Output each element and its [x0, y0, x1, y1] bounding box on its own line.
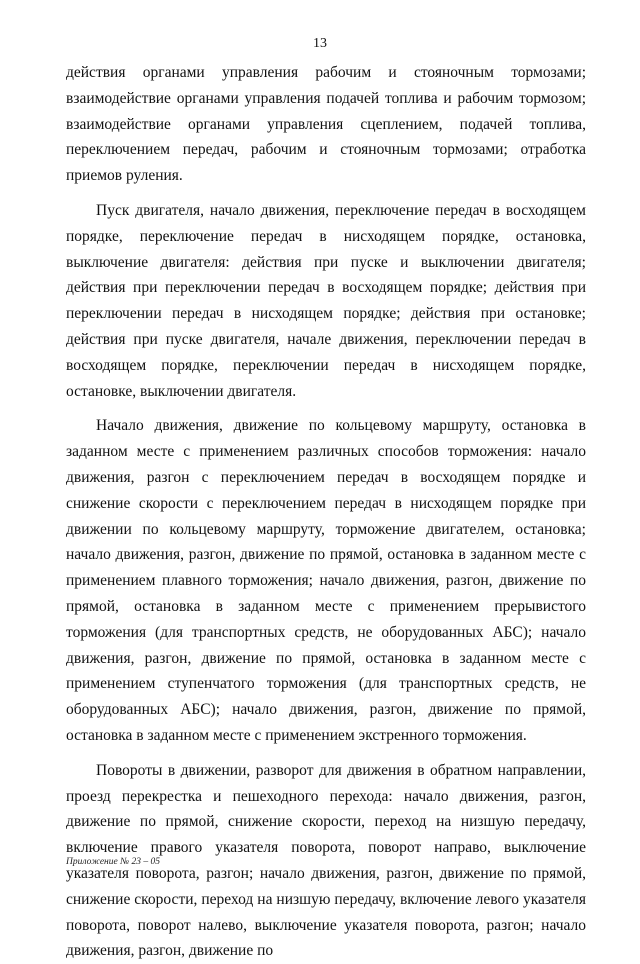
- paragraph-engine-start: Пуск двигателя, начало движения, переключение передач в восходящем порядке, переключение передач в нисходящем порядке, остановка, выключение двигателя: действия при пуске и выключении двигателя; действия при переключении передач в восходящем порядке; действия при переключении передач в нисходящем порядке; действия при остановке; действия при пуске двигателя, начале движения, переключении передач в восходящем порядке, переключении передач в нисходящем порядке, остановке, выключении двигателя.: [66, 201, 586, 400]
- paragraph-ring-route: Начало движения, движение по кольцевому маршруту, остановка в заданном месте с применением различных способов торможения: начало движения, разгон с переключением передач в восходящем порядке и снижение скорости с переключением передач в нисходящем порядке при движении по кольцевому маршруту, торможение двигателем, остановка; начало движения, разгон, движение по прямой, остановка в заданном месте с применением плавного торможения; начало движения, разгон, движение по прямой, остановка в заданном месте с применением прерывистого торможения (для транспортных средств, не оборудованных АБС); начало движения, разгон, движение по прямой, остановка в заданном месте с применением ступенчатого торможения (для транспортных средств, не оборудованных АБС); начало движения, разгон, движение по прямой, остановка в заданном месте с применением экстренного торможения.: [66, 417, 586, 744]
- document-body: [66, 60, 586, 964]
- footer-appendix-label: Приложение № 23 – 05: [66, 857, 160, 867]
- paragraph-continuation: действия органами управления рабочим и стояночным тормозами; взаимодействие органами управления подачей топлива и рабочим тормозом; взаимодействие органами управления сцеплением, подачей топлива, переключением передач, рабочим и стояночным тормозами; отработка приемов руления.: [66, 64, 586, 185]
- page-number: 13: [313, 36, 327, 51]
- paragraph-turns: Повороты в движении, разворот для движения в обратном направлении, проезд перекрестка и пешеходного перехода: начало движения, разгон, движение по прямой, снижение скорости, переход на низшую передачу, включение правого указателя поворота, поворот направо, выключение указателя поворота, разгон; начало движения, разгон, движение по прямой, снижение скорости, переход на низшую передачу, включение левого указателя поворота, поворот налево, выключение указателя поворота, разгон; начало движения, разгон, движение по: [66, 761, 586, 960]
